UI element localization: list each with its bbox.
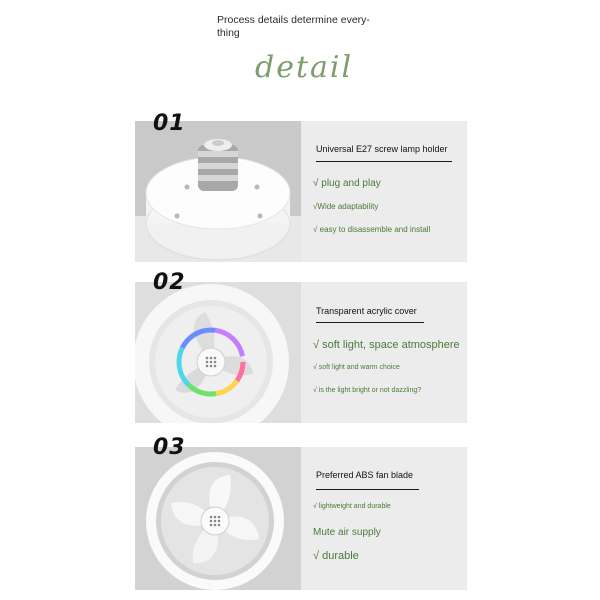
lamp-holder-image: [135, 121, 301, 262]
section-02-feature-3: √ is the light bright or not dazzling?: [313, 387, 422, 394]
section-02-feature-1: √ soft light, space atmosphere: [313, 339, 460, 351]
section-01-feature-2: √Wide adaptability: [313, 202, 379, 211]
section-03-title-rule: [316, 489, 419, 490]
header-tagline-line2: thing: [217, 27, 240, 39]
section-03: [135, 435, 467, 590]
section-01-title: Universal E27 screw lamp holder: [316, 144, 448, 154]
section-02-title-rule: [316, 322, 424, 323]
fan-blade-image: [135, 447, 301, 590]
section-03-feature-2: Mute air supply: [313, 527, 381, 538]
section-03-title: Preferred ABS fan blade: [316, 470, 414, 480]
section-02-feature-2: √ soft light and warm choice: [313, 364, 400, 371]
section-01-number: 01: [153, 111, 186, 136]
fan-blade-info-panel: [301, 447, 467, 590]
section-03-feature-1: √ lightweight and durable: [313, 503, 391, 510]
section-02-number: 02: [153, 270, 186, 295]
section-01: [135, 111, 467, 262]
section-01-feature-1: √ plug and play: [313, 178, 381, 189]
section-03-number: 03: [153, 435, 186, 460]
acrylic-cover-image: [135, 282, 301, 423]
section-03-feature-3: √ durable: [313, 550, 359, 562]
lamp-holder-info-panel: [301, 121, 467, 262]
header-tagline-line1: Process details determine every-: [217, 14, 370, 26]
section-01-title-rule: [316, 161, 452, 162]
lamp-holder-illustration: [135, 121, 301, 262]
detail-heading: detail: [255, 50, 354, 85]
fan-blade-illustration: [135, 447, 301, 590]
acrylic-cover-illustration: [135, 282, 301, 423]
section-02-title: Transparent acrylic cover: [316, 306, 417, 316]
section-02: [135, 270, 467, 423]
section-01-feature-3: √ easy to disassemble and install: [313, 225, 431, 234]
acrylic-cover-info-panel: [301, 282, 467, 423]
